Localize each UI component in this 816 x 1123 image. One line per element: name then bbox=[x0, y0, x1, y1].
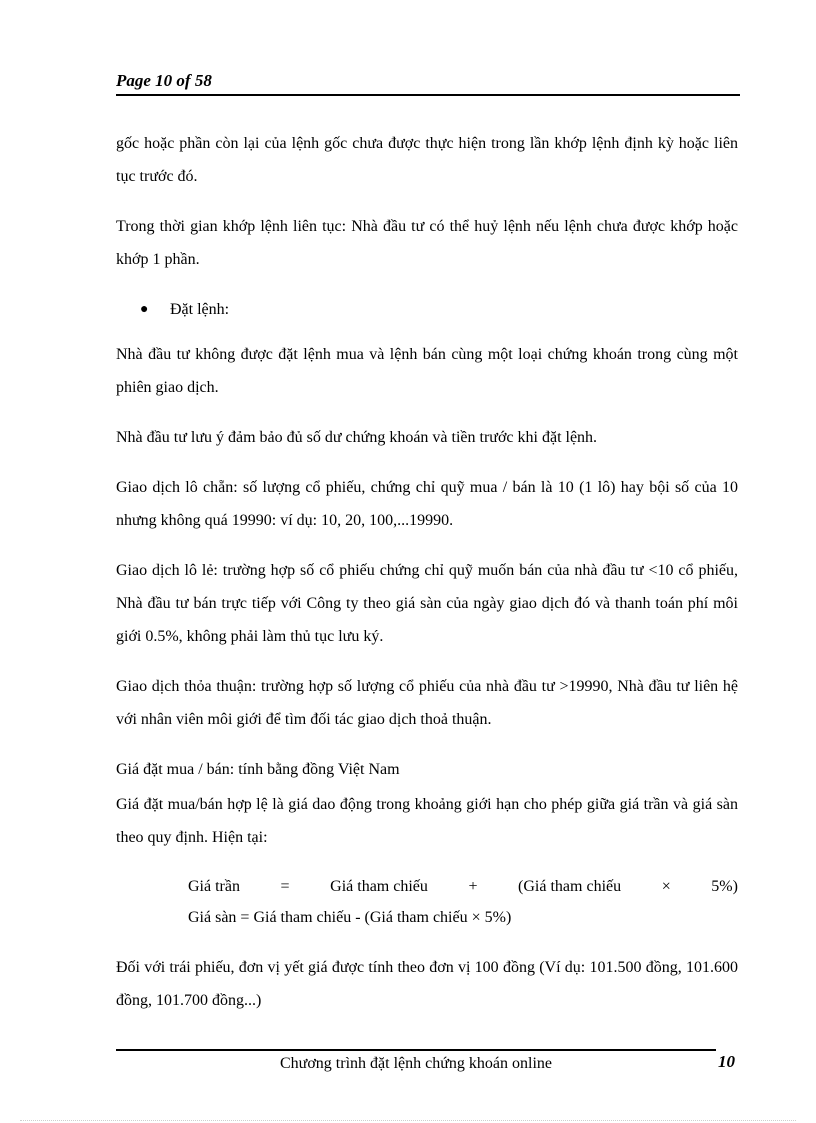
formula-lhs: Giá trần bbox=[188, 878, 240, 895]
page-header bbox=[116, 70, 740, 96]
bullet-dot-icon: ● bbox=[140, 302, 149, 317]
page-edge-divider bbox=[20, 1120, 796, 1121]
footer-divider bbox=[116, 1049, 716, 1051]
page-body bbox=[116, 127, 738, 1034]
paragraph-9: Giá đặt mua/bán hợp lệ là giá dao động trong khoảng giới hạn cho phép giữa giá trần và giá sàn theo quy định. Hiện tại: bbox=[116, 796, 738, 846]
bullet-text: Đặt lệnh: bbox=[170, 301, 230, 318]
paragraph-7: Giao dịch thỏa thuận: trường hợp số lượng cổ phiếu của nhà đầu tư >19990, Nhà đầu tư liên hệ với nhân viên môi giới để tìm đối tác giao dịch thoả thuận. bbox=[116, 678, 738, 728]
paragraph-10: Đối với trái phiếu, đơn vị yết giá được tính theo đơn vị 100 đồng (Ví dụ: 101.500 đồng, 101.600 đồng, 101.700 đồng...) bbox=[116, 959, 738, 1009]
paragraph-6: Giao dịch lô lẻ: trường hợp số cổ phiếu chứng chỉ quỹ muốn bán của nhà đầu tư <10 cổ phiếu, Nhà đầu tư bán trực tiếp với Công ty theo giá sàn của ngày giao dịch đó và thanh toán phí môi giới 0.5%, không phải làm thủ tục lưu ký. bbox=[116, 562, 738, 645]
bullet-item bbox=[116, 293, 738, 326]
paragraph-4: Nhà đầu tư lưu ý đảm bảo đủ số dư chứng khoán và tiền trước khi đặt lệnh. bbox=[116, 429, 598, 446]
formula-pct: 5%) bbox=[711, 878, 738, 895]
formula-times: × bbox=[661, 878, 671, 895]
price-formulas bbox=[116, 871, 738, 933]
footer-page-number: 10 bbox=[718, 1052, 735, 1071]
formula-plus: + bbox=[468, 878, 478, 895]
footer-title: Chương trình đặt lệnh chứng khoán online bbox=[280, 1055, 552, 1072]
formula-paren: (Giá tham chiếu bbox=[518, 878, 622, 895]
floor-price-formula: Giá sàn = Giá tham chiếu - (Giá tham chiếu × 5%) bbox=[188, 909, 512, 926]
paragraph-2: Trong thời gian khớp lệnh liên tục: Nhà đầu tư có thể huỷ lệnh nếu lệnh chưa được khớp hoặc khớp 1 phần. bbox=[116, 218, 738, 268]
paragraph-3: Nhà đầu tư không được đặt lệnh mua và lệnh bán cùng một loại chứng khoán trong cùng một phiên giao dịch. bbox=[116, 346, 738, 396]
ceiling-price-formula bbox=[188, 871, 738, 902]
formula-equals: = bbox=[280, 878, 290, 895]
page-label: Page 10 of 58 bbox=[116, 71, 212, 90]
paragraph-8: Giá đặt mua / bán: tính bằng đồng Việt Nam bbox=[116, 761, 400, 778]
formula-ref: Giá tham chiếu bbox=[330, 878, 428, 895]
paragraph-5: Giao dịch lô chẵn: số lượng cổ phiếu, chứng chỉ quỹ mua / bán là 10 (1 lô) hay bội số của 10 nhưng không quá 19990: ví dụ: 10, 20, 100,...19990. bbox=[116, 479, 738, 529]
paragraph-1: gốc hoặc phần còn lại của lệnh gốc chưa được thực hiện trong lần khớp lệnh định kỳ hoặc liên tục trước đó. bbox=[116, 135, 738, 185]
